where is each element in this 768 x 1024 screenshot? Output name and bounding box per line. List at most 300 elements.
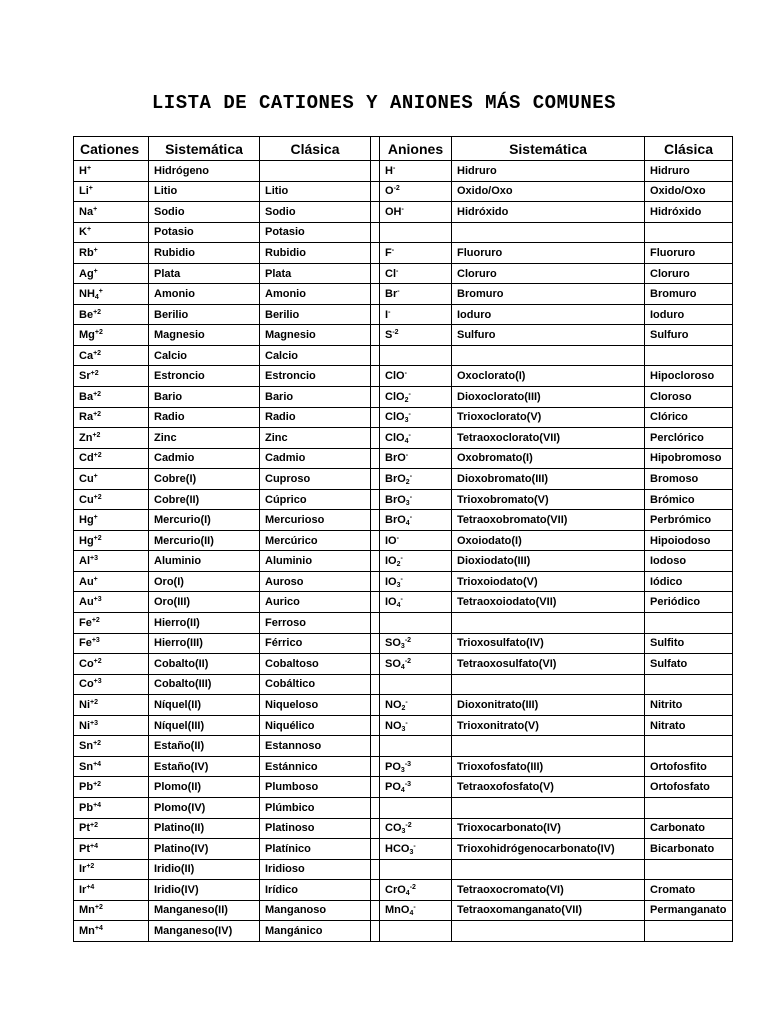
cation-clasica: Niqueloso (260, 695, 371, 716)
cation-formula (74, 202, 149, 223)
formula-charge: +3 (90, 719, 98, 727)
cation-formula (74, 818, 149, 839)
formula-subscript: 3 (405, 499, 410, 507)
anion-formula (380, 407, 452, 428)
formula-base: ClO (385, 390, 405, 403)
formula-base: Pt (79, 842, 90, 855)
cation-formula (74, 510, 149, 531)
anion-formula (380, 469, 452, 490)
column-gap (371, 571, 380, 592)
formula-charge: +2 (90, 822, 98, 830)
column-gap (371, 654, 380, 675)
formula-charge: + (93, 205, 98, 213)
table-row (74, 921, 733, 942)
anion-formula (380, 304, 452, 325)
formula-base: Fe (79, 637, 92, 650)
formula-charge: +2 (94, 904, 103, 912)
column-gap (371, 530, 380, 551)
column-gap (371, 510, 380, 531)
anion-sistematica: Trioxohidrógenocarbonato(IV) (452, 839, 645, 860)
table-row (74, 736, 733, 757)
formula-base: Ir (79, 883, 87, 896)
formula-base: Mg (79, 329, 95, 342)
formula-base: Co (79, 678, 94, 691)
column-gap (371, 715, 380, 736)
cation-formula (74, 530, 149, 551)
cation-sistematica: Estaño(II) (149, 736, 260, 757)
formula-charge: + (86, 226, 92, 234)
anion-formula (380, 880, 452, 901)
table-row (74, 161, 733, 182)
cation-clasica: Mercúrico (260, 530, 371, 551)
formula-charge: - (405, 719, 408, 727)
anion-sistematica (452, 613, 645, 634)
anion-sistematica: Tetraoxosulfato(VI) (452, 654, 645, 675)
formula-charge: +2 (93, 534, 102, 542)
cation-sistematica: Sodio (149, 202, 260, 223)
table-row (74, 859, 733, 880)
formula-charge: +2 (86, 863, 95, 871)
formula-base: Ca (79, 349, 94, 362)
anion-formula (380, 366, 452, 387)
formula-charge: +4 (93, 801, 102, 809)
formula-charge: - (392, 164, 396, 172)
formula-subscript: 2 (396, 561, 401, 569)
anion-clasica: Permanganato (645, 900, 733, 921)
formula-subscript: 3 (401, 828, 406, 836)
formula-base: ClO (385, 370, 405, 383)
anion-clasica: Perbrómico (645, 510, 733, 531)
anion-sistematica: Trioxosulfato(IV) (452, 633, 645, 654)
formula-charge: +2 (91, 616, 100, 624)
cation-clasica: Berilio (260, 304, 371, 325)
table-row (74, 571, 733, 592)
table-row (74, 797, 733, 818)
anion-sistematica (452, 736, 645, 757)
cation-sistematica: Mercurio(I) (149, 510, 260, 531)
column-gap (371, 921, 380, 942)
cation-clasica: Auroso (260, 571, 371, 592)
anion-sistematica: Trioxoiodato(V) (452, 571, 645, 592)
formula-base: Fe (79, 616, 92, 629)
anion-formula (380, 736, 452, 757)
anion-formula (380, 202, 452, 223)
anion-formula (380, 428, 452, 449)
cation-sistematica: Mercurio(II) (149, 530, 260, 551)
anion-sistematica: Dioxoclorato(III) (452, 387, 645, 408)
anion-clasica: Cloroso (645, 387, 733, 408)
table-row (74, 448, 733, 469)
anion-clasica: Ioduro (645, 304, 733, 325)
anion-sistematica (452, 921, 645, 942)
anion-sistematica: Trioxobromato(V) (452, 489, 645, 510)
formula-charge: +3 (90, 555, 98, 563)
column-gap (371, 900, 380, 921)
cation-formula (74, 263, 149, 284)
anion-clasica: Ortofosfato (645, 777, 733, 798)
anion-formula (380, 551, 452, 572)
formula-base: Li (79, 185, 89, 198)
formula-base: Ba (79, 390, 94, 403)
formula-charge: +2 (93, 349, 102, 357)
column-gap (371, 137, 380, 161)
cation-formula (74, 921, 149, 942)
formula-charge: -2 (404, 657, 412, 665)
cation-formula (74, 736, 149, 757)
formula-subscript: 3 (401, 725, 406, 733)
column-gap (371, 489, 380, 510)
anion-sistematica: Hidróxido (452, 202, 645, 223)
anion-sistematica (452, 859, 645, 880)
header-sistematica-aniones: Sistemática (452, 137, 645, 161)
formula-base: Ag (79, 267, 94, 280)
cation-clasica: Plata (260, 263, 371, 284)
formula-charge: - (388, 308, 391, 316)
cation-sistematica: Iridio(II) (149, 859, 260, 880)
cation-sistematica: Cobre(I) (149, 469, 260, 490)
table-row (74, 592, 733, 613)
anion-clasica (645, 613, 733, 634)
cation-clasica: Radio (260, 407, 371, 428)
anion-clasica: Bicarbonato (645, 839, 733, 860)
formula-base: O (385, 185, 394, 198)
cation-formula (74, 756, 149, 777)
column-gap (371, 859, 380, 880)
cation-clasica: Mangánico (260, 921, 371, 942)
formula-charge: +2 (93, 390, 102, 398)
anion-sistematica: Tetraoxobromato(VII) (452, 510, 645, 531)
cation-clasica: Platínico (260, 839, 371, 860)
table-row (74, 777, 733, 798)
table-row (74, 263, 733, 284)
formula-base: Pt (79, 822, 90, 835)
table-row (74, 407, 733, 428)
anion-sistematica: Trioxocarbonato(IV) (452, 818, 645, 839)
column-gap (371, 674, 380, 695)
formula-charge: - (408, 431, 411, 439)
table-row (74, 551, 733, 572)
formula-base: IO (385, 596, 397, 609)
anion-sistematica: Tetraoxofosfato(V) (452, 777, 645, 798)
column-gap (371, 407, 380, 428)
formula-charge: -2 (393, 185, 400, 193)
column-gap (371, 202, 380, 223)
cation-sistematica: Cadmio (149, 448, 260, 469)
anion-sistematica: Dioxiodato(III) (452, 551, 645, 572)
formula-base: Cl (385, 267, 396, 280)
table-row (74, 202, 733, 223)
formula-charge: - (400, 596, 403, 604)
cation-sistematica: Berilio (149, 304, 260, 325)
column-gap (371, 880, 380, 901)
cation-sistematica: Estroncio (149, 366, 260, 387)
column-gap (371, 222, 380, 243)
anion-clasica: Nitrito (645, 695, 733, 716)
formula-charge: +2 (90, 698, 98, 706)
formula-charge: + (93, 246, 98, 254)
anion-formula (380, 489, 452, 510)
cation-sistematica: Plomo(II) (149, 777, 260, 798)
formula-base: PO (385, 781, 401, 794)
formula-charge: - (405, 698, 408, 706)
anion-formula (380, 592, 452, 613)
formula-subscript: 2 (401, 704, 406, 712)
formula-base: Cu (79, 472, 94, 485)
table-row (74, 674, 733, 695)
cation-formula (74, 387, 149, 408)
formula-base: Cd (79, 452, 94, 465)
formula-charge: +3 (91, 637, 100, 645)
table-row (74, 387, 733, 408)
cation-clasica: Cobáltico (260, 674, 371, 695)
cation-clasica: Manganoso (260, 900, 371, 921)
formula-subscript: 4 (404, 437, 409, 445)
anion-sistematica: Tetraoxoclorato(VII) (452, 428, 645, 449)
anion-sistematica: Dioxonitrato(III) (452, 695, 645, 716)
table-row (74, 366, 733, 387)
formula-charge: +4 (86, 883, 95, 891)
anion-sistematica: Trioxonitrato(V) (452, 715, 645, 736)
table-row (74, 839, 733, 860)
table-row (74, 695, 733, 716)
anion-formula (380, 161, 452, 182)
cation-sistematica: Plata (149, 263, 260, 284)
formula-charge: - (401, 205, 404, 213)
formula-base: IO (385, 555, 397, 568)
column-gap (371, 243, 380, 264)
anion-formula (380, 263, 452, 284)
anion-clasica: Periódico (645, 592, 733, 613)
cation-formula (74, 304, 149, 325)
table-row (74, 654, 733, 675)
cation-clasica: Sodio (260, 202, 371, 223)
column-gap (371, 613, 380, 634)
anion-clasica: Ortofosfito (645, 756, 733, 777)
cation-formula (74, 325, 149, 346)
formula-subscript: 4 (405, 520, 410, 528)
cation-formula (74, 695, 149, 716)
formula-charge: - (400, 555, 403, 563)
formula-base: Mn (79, 925, 95, 937)
page-title: LISTA DE CATIONES Y ANIONES MÁS COMUNES (151, 92, 617, 114)
cation-formula (74, 797, 149, 818)
formula-charge: -2 (405, 822, 412, 830)
cation-formula (74, 715, 149, 736)
anion-clasica: Cromato (645, 880, 733, 901)
anion-formula (380, 654, 452, 675)
formula-base: Sr (79, 370, 91, 383)
anion-formula (380, 510, 452, 531)
formula-charge: +4 (90, 842, 98, 850)
cation-clasica: Rubidio (260, 243, 371, 264)
formula-base: Zn (79, 431, 93, 444)
formula-subscript: 2 (405, 478, 410, 486)
cation-formula (74, 469, 149, 490)
cation-formula (74, 284, 149, 305)
anion-clasica (645, 674, 733, 695)
anion-clasica: Brómico (645, 489, 733, 510)
anion-sistematica: Sulfuro (452, 325, 645, 346)
formula-charge: - (408, 411, 411, 419)
anion-clasica: Carbonato (645, 818, 733, 839)
formula-base: NO (385, 719, 402, 732)
cation-clasica: Platinoso (260, 818, 371, 839)
anion-sistematica (452, 797, 645, 818)
formula-charge: +2 (93, 411, 102, 419)
anion-sistematica: Bromuro (452, 284, 645, 305)
table-row (74, 900, 733, 921)
anion-clasica: Hidróxido (645, 202, 733, 223)
formula-base: NH (79, 288, 95, 301)
cation-sistematica: Cobalto(III) (149, 674, 260, 695)
cation-sistematica: Manganeso(II) (149, 900, 260, 921)
table-row (74, 715, 733, 736)
anion-sistematica (452, 345, 645, 366)
column-gap (371, 818, 380, 839)
formula-base: Au (79, 596, 94, 609)
cation-sistematica: Hierro(II) (149, 613, 260, 634)
formula-charge: - (413, 842, 416, 850)
cation-sistematica: Hidrógeno (149, 161, 260, 182)
formula-subscript: 4 (405, 889, 410, 897)
cation-clasica: Aluminio (260, 551, 371, 572)
anion-clasica: Sulfuro (645, 325, 733, 346)
table-row (74, 428, 733, 449)
table-row (74, 818, 733, 839)
column-gap (371, 304, 380, 325)
formula-subscript: 3 (409, 848, 414, 856)
anion-sistematica: Tetraoxocromato(VI) (452, 880, 645, 901)
cation-sistematica: Radio (149, 407, 260, 428)
table-row (74, 222, 733, 243)
formula-base: Hg (79, 514, 94, 527)
formula-subscript: 3 (396, 581, 401, 589)
formula-base: Co (79, 657, 94, 670)
formula-charge: - (413, 904, 416, 912)
cation-sistematica: Bario (149, 387, 260, 408)
cation-formula (74, 345, 149, 366)
anion-sistematica: Cloruro (452, 263, 645, 284)
cation-sistematica: Aluminio (149, 551, 260, 572)
formula-charge: + (93, 514, 98, 522)
column-gap (371, 756, 380, 777)
formula-base: IO (385, 575, 397, 588)
column-gap (371, 777, 380, 798)
column-gap (371, 387, 380, 408)
formula-base: Sn (79, 740, 94, 753)
cation-formula (74, 428, 149, 449)
formula-charge: +2 (94, 329, 103, 337)
anion-clasica (645, 859, 733, 880)
cation-formula (74, 448, 149, 469)
anion-formula (380, 571, 452, 592)
cation-sistematica: Platino(II) (149, 818, 260, 839)
anion-clasica: Bromuro (645, 284, 733, 305)
anion-formula (380, 345, 452, 366)
anion-clasica: Iodoso (645, 551, 733, 572)
cation-sistematica: Rubidio (149, 243, 260, 264)
anion-formula (380, 797, 452, 818)
anion-sistematica (452, 674, 645, 695)
formula-base: ClO (385, 411, 405, 424)
anion-formula (380, 284, 452, 305)
formula-base: Pb (79, 781, 94, 794)
header-aniones: Aniones (380, 137, 452, 161)
anion-sistematica: Oxido/Oxo (452, 181, 645, 202)
anion-clasica: Oxido/Oxo (645, 181, 733, 202)
anion-clasica: Hipobromoso (645, 448, 733, 469)
formula-subscript: 4 (409, 910, 414, 918)
anion-formula (380, 243, 452, 264)
formula-base: Br (385, 288, 398, 301)
cation-clasica: Iridioso (260, 859, 371, 880)
table-row (74, 243, 733, 264)
formula-base: BrO (385, 514, 406, 527)
anion-formula (380, 448, 452, 469)
cation-formula (74, 859, 149, 880)
anion-formula (380, 530, 452, 551)
column-gap (371, 695, 380, 716)
column-gap (371, 284, 380, 305)
formula-charge: +2 (92, 431, 101, 439)
formula-charge: +2 (93, 452, 102, 460)
cation-clasica: Amonio (260, 284, 371, 305)
formula-base: Be (79, 308, 94, 321)
cation-formula (74, 489, 149, 510)
cation-clasica: Plúmbico (260, 797, 371, 818)
formula-base: PO (385, 760, 401, 773)
anion-clasica: Clórico (645, 407, 733, 428)
formula-charge: - (405, 452, 409, 460)
cation-formula (74, 243, 149, 264)
anion-sistematica: Oxoclorato(I) (452, 366, 645, 387)
anion-formula (380, 387, 452, 408)
formula-base: Au (79, 575, 94, 588)
cation-formula (74, 592, 149, 613)
column-gap (371, 428, 380, 449)
formula-base: Ir (79, 863, 87, 876)
anion-sistematica (452, 222, 645, 243)
table-row (74, 181, 733, 202)
column-gap (371, 551, 380, 572)
anion-sistematica: Tetraoxomanganato(VII) (452, 900, 645, 921)
header-cationes: Cationes (74, 137, 149, 161)
formula-charge: + (98, 288, 103, 296)
column-gap (371, 797, 380, 818)
formula-charge: + (93, 267, 98, 275)
cation-clasica: Mercurioso (260, 510, 371, 531)
formula-base: OH (385, 205, 402, 218)
formula-charge: -3 (404, 760, 412, 768)
anion-formula (380, 222, 452, 243)
cation-sistematica: Estaño(IV) (149, 756, 260, 777)
anion-sistematica: Dioxobromato(III) (452, 469, 645, 490)
ions-table (73, 136, 733, 942)
anion-clasica (645, 736, 733, 757)
anion-clasica: Hidruro (645, 161, 733, 182)
column-gap (371, 366, 380, 387)
cation-formula (74, 777, 149, 798)
table-row (74, 530, 733, 551)
cation-clasica: Zinc (260, 428, 371, 449)
formula-base: BrO (385, 452, 406, 465)
cation-formula (74, 674, 149, 695)
formula-charge: +2 (93, 740, 102, 748)
cation-clasica: Estánnico (260, 756, 371, 777)
formula-base: I (385, 308, 389, 321)
anion-sistematica: Fluoruro (452, 243, 645, 264)
cation-sistematica: Potasio (149, 222, 260, 243)
